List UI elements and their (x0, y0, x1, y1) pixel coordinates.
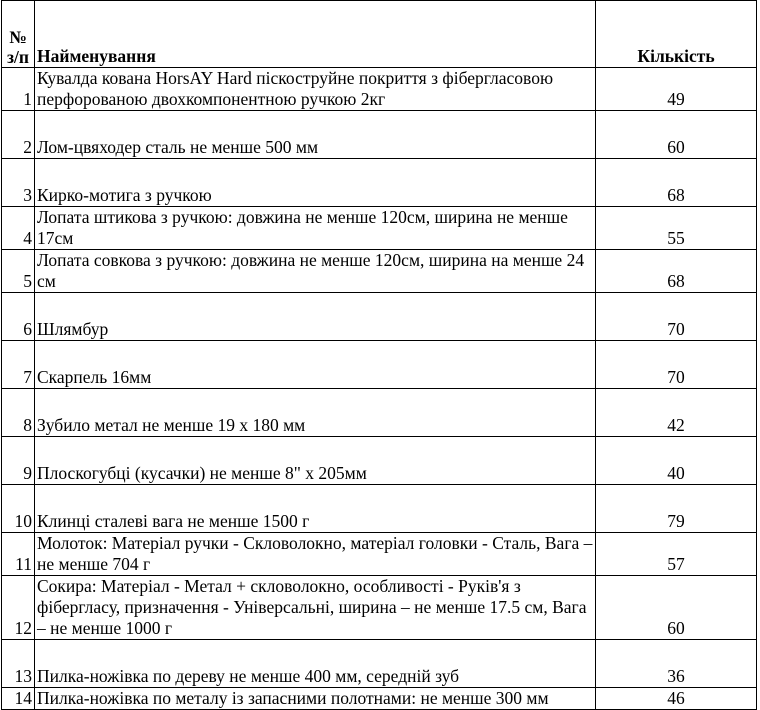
row-quantity: 70 (596, 341, 757, 389)
items-table (1, 0, 757, 710)
row-name: Кувалда кована HorsAY Hard піскоструйне покриття з фібергласовою перфорованою двохкомпонентною ручкою 2кг (35, 68, 596, 111)
row-name: Шлямбур (35, 293, 596, 341)
row-number: 6 (2, 293, 35, 341)
table-row (2, 159, 757, 207)
row-quantity: 36 (596, 640, 757, 688)
table-row (2, 250, 757, 293)
row-quantity: 79 (596, 485, 757, 533)
row-name: Лом-цвяходер сталь не менше 500 мм (35, 111, 596, 159)
row-number: 5 (2, 250, 35, 293)
header-quantity: Кількість (596, 1, 757, 68)
row-quantity: 40 (596, 437, 757, 485)
row-number: 10 (2, 485, 35, 533)
table-row (2, 293, 757, 341)
table-row (2, 576, 757, 640)
row-quantity: 68 (596, 159, 757, 207)
row-name: Кирко-мотига з ручкою (35, 159, 596, 207)
table-row (2, 640, 757, 688)
row-quantity: 68 (596, 250, 757, 293)
table-row (2, 111, 757, 159)
row-number: 2 (2, 111, 35, 159)
table-row (2, 485, 757, 533)
row-quantity: 55 (596, 207, 757, 250)
row-number: 8 (2, 389, 35, 437)
row-name: Молоток: Матеріал ручки - Скловолокно, матеріал головки - Сталь, Вага – не менше 704 г (35, 533, 596, 576)
row-name: Пилка-ножівка по дереву не менше 400 мм, середній зуб (35, 640, 596, 688)
row-name: Плоскогубці (кусачки) не менше 8" х 205мм (35, 437, 596, 485)
table-row (2, 68, 757, 111)
row-name: Пилка-ножівка по металу із запасними полотнами: не менше 300 мм (35, 688, 596, 710)
table-row (2, 207, 757, 250)
row-quantity: 57 (596, 533, 757, 576)
row-name: Лопата штикова з ручкою: довжина не менше 120см, ширина не менше 17см (35, 207, 596, 250)
header-name: Найменування (35, 1, 596, 68)
row-number: 3 (2, 159, 35, 207)
row-number: 11 (2, 533, 35, 576)
row-name: Зубило метал не менше 19 х 180 мм (35, 389, 596, 437)
table-row (2, 688, 757, 710)
table-row (2, 389, 757, 437)
row-number: 1 (2, 68, 35, 111)
table-row (2, 341, 757, 389)
row-name: Сокира: Матеріал - Метал + скловолокно, особливості - Руків'я з фібергласу, призначення - Універсальні, ширина – не менше 17.5 см, Вага – не менше 1000 г (35, 576, 596, 640)
row-number: 13 (2, 640, 35, 688)
row-name: Клинці сталеві вага не менше 1500 г (35, 485, 596, 533)
table-row (2, 533, 757, 576)
row-number: 14 (2, 688, 35, 710)
row-quantity: 46 (596, 688, 757, 710)
row-number: 12 (2, 576, 35, 640)
table-row (2, 437, 757, 485)
row-number: 4 (2, 207, 35, 250)
header-number: № з/п (2, 1, 35, 68)
row-quantity: 42 (596, 389, 757, 437)
row-quantity: 70 (596, 293, 757, 341)
row-name: Скарпель 16мм (35, 341, 596, 389)
header-row (2, 1, 757, 68)
row-number: 7 (2, 341, 35, 389)
row-number: 9 (2, 437, 35, 485)
row-quantity: 49 (596, 68, 757, 111)
row-quantity: 60 (596, 111, 757, 159)
row-name: Лопата совкова з ручкою: довжина не менше 120см, ширина на менше 24 см (35, 250, 596, 293)
row-quantity: 60 (596, 576, 757, 640)
